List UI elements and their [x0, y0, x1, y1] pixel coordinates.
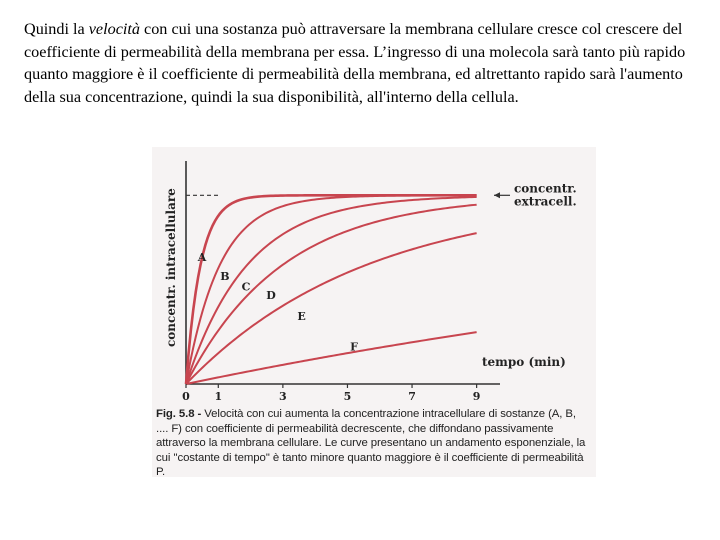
x-axis-title: tempo (min) [482, 355, 566, 369]
x-tick-label: 1 [214, 390, 223, 403]
y-axis-title: concentr. intracellulare [164, 188, 178, 347]
curve-label-c: C [241, 280, 251, 294]
paragraph-italic-term: velocità [88, 20, 140, 38]
figure-5-8 [152, 147, 596, 477]
curve-f [186, 332, 477, 384]
curve-d [186, 205, 477, 384]
paragraph-text-start: Quindi la [24, 20, 89, 38]
caption-label: Fig. 5.8 - [156, 408, 205, 420]
curve-label-d: D [266, 288, 276, 302]
x-tick-label: 7 [408, 390, 416, 403]
x-tick-label: 3 [279, 390, 287, 403]
x-tick-label: 0 [182, 390, 190, 403]
curve-label-f: F [350, 340, 358, 354]
x-tick-label: 5 [343, 390, 352, 403]
curve-label-b: B [220, 270, 230, 284]
caption-text: Velocità con cui aumenta la concentrazione intracellulare di sostanze (A, B, .... F) con coefficiente di permeabilità decrescente, che diffondano passivamente attraverso la membrana cellulare. Le curve presentano un andamento esponenziale, la cui ''costante di tempo'' è tanto minore quanto maggiore è il coefficiente di permeabilità P. [156, 408, 586, 479]
figure-caption [156, 407, 588, 480]
annotation-arrow-head [494, 192, 500, 198]
paragraph-text-rest: con cui una sostanza può attraversare la membrana cellulare cresce col crescere del coefficiente di permeabilità della membrana per essa. L’ingresso di una molecola sarà tanto più rapido quanto maggiore è il coefficiente di permeabilità della membrana, ed altrettanto rapido sarà l'aumento della sua concentrazione, quindi la sua disponibilità, all'interno della cellula. [24, 20, 686, 106]
curve-e [186, 233, 477, 384]
annotation-line-1: concentr. [514, 181, 577, 196]
x-tick-label: 9 [472, 390, 481, 403]
curve-label-e: E [297, 309, 306, 323]
permeability-chart [152, 147, 596, 405]
annotation-line-2: extracell. [514, 194, 577, 209]
intro-paragraph [24, 18, 708, 108]
curve-label-a: A [197, 250, 207, 264]
